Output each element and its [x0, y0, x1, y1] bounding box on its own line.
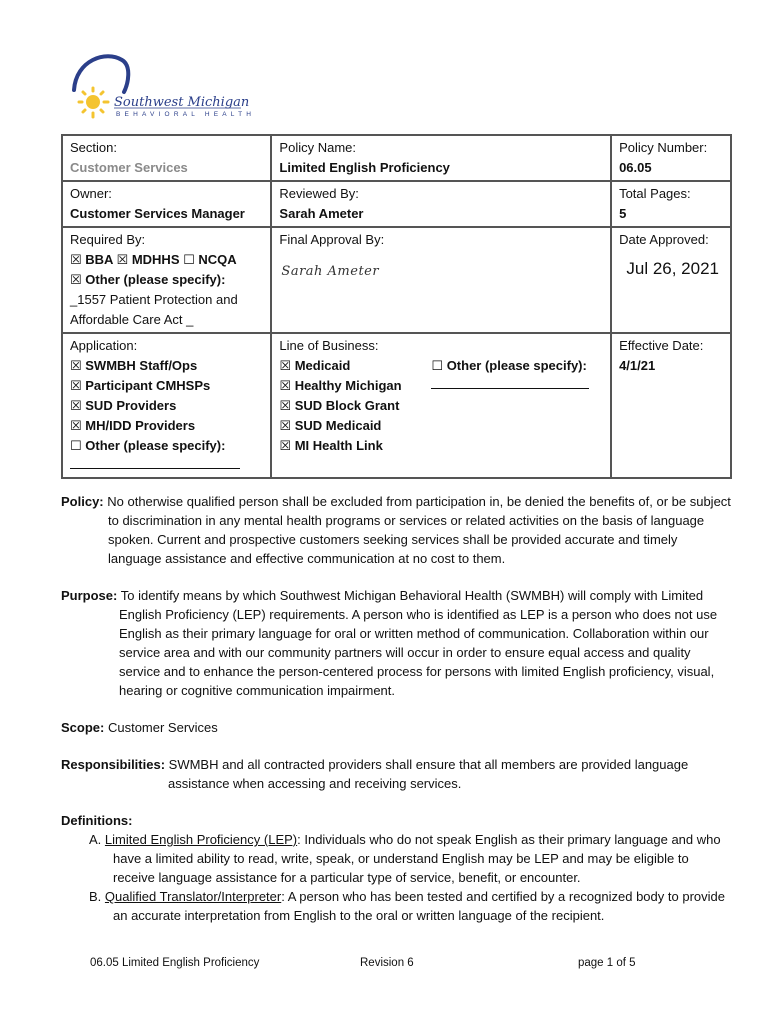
signature: Sarah Ameter [281, 264, 380, 279]
line-of-business-cell [271, 333, 611, 478]
responsibilities-paragraph [61, 755, 731, 793]
section-label: Section: [70, 140, 117, 155]
required-by-other-text-1: _1557 Patient Protection and [70, 292, 238, 307]
policy-term: Policy: [61, 494, 104, 509]
definitions-title: Definitions: [61, 813, 133, 828]
reviewed-label: Reviewed By: [279, 186, 359, 201]
definition-a-text: : Individuals who do not speak English as their primary language and who have a limited ability to read, write, speak, or understand English may be LEP and may be eligible to receive language assistance for a particular type of service, benefit, or encounter. [113, 832, 721, 885]
logo-name: Southwest Michigan [114, 95, 250, 110]
lob-other-blank [431, 376, 589, 389]
policy-name-cell [271, 135, 611, 181]
date-approved-cell [611, 227, 731, 333]
policy-number-value: 06.05 [619, 160, 652, 175]
owner-label: Owner: [70, 186, 112, 201]
scope-term: Scope: [61, 720, 105, 735]
policy-header-table [61, 134, 732, 479]
definition-b-text: : A person who has been tested and certified by a recognized body to provide an accurate interpretation from English to the oral or written language of the recipient. [113, 889, 725, 923]
date-approved-label: Date Approved: [619, 232, 709, 247]
policy-text: No otherwise qualified person shall be excluded from participation in, be denied the benefits of, or be subject to discrimination in any mental health programs or services or related activities on the basis of language spoken. Current and prospective customers seeking services shall be provided accurate and timely language assistance and effective communication at no cost to them. [107, 494, 731, 566]
date-approved-value: Jul 26, 2021 [626, 259, 719, 278]
effective-date-value: 4/1/21 [619, 358, 656, 373]
purpose-paragraph [61, 586, 731, 700]
reviewed-cell [271, 181, 611, 227]
application-item: ☐ Other (please specify): [70, 438, 226, 453]
policy-number-cell [611, 135, 731, 181]
scope-paragraph [61, 718, 731, 737]
lob-other: ☐ Other (please specify): [431, 358, 587, 373]
logo-swoosh-icon [74, 56, 128, 92]
policy-name-value: Limited English Proficiency [279, 160, 450, 175]
final-approval-cell [271, 227, 611, 333]
required-by-cell [62, 227, 271, 333]
definition-b-term: Qualified Translator/Interpreter [104, 889, 282, 904]
effective-date-cell [611, 333, 731, 478]
section-cell [62, 135, 271, 181]
lob-item: ☒ Healthy Michigan [279, 378, 402, 393]
application-item: ☒ SUD Providers [70, 398, 177, 413]
footer-revision: Revision 6 [360, 957, 414, 969]
purpose-text: To identify means by which Southwest Michigan Behavioral Health (SWMBH) will comply with Limited English Proficiency (LEP) requirements. A person who is identified as LEP is a person who does not use English as their primary language for oral or written method of communication. Collaboration within our service area and with our community partners will occur in order to ensure equal access and quality service and to enhance the person-centered process for persons with limited English proficiency, visual, hearing or cognitive communication impairment. [119, 588, 718, 698]
effective-date-label: Effective Date: [619, 338, 704, 353]
owner-value: Customer Services Manager [70, 206, 245, 221]
required-by-label: Required By: [70, 232, 146, 247]
footer-page-number: page 1 of 5 [578, 957, 636, 969]
policy-paragraph [61, 492, 731, 568]
logo-subtitle: BEHAVIORAL HEALTH [116, 111, 256, 118]
final-approval-label: Final Approval By: [279, 232, 385, 247]
scope-text: Customer Services [107, 720, 218, 735]
total-pages-value: 5 [619, 206, 627, 221]
required-by-checkboxes: ☒ BBA ☒ MDHHS ☐ NCQA [70, 252, 237, 267]
application-other-blank [70, 456, 240, 469]
reviewed-value: Sarah Ameter [279, 206, 364, 221]
sun-icon [79, 88, 108, 117]
application-item: ☒ Participant CMHSPs [70, 378, 211, 393]
application-item: ☒ SWMBH Staff/Ops [70, 358, 198, 373]
application-cell [62, 333, 271, 478]
definition-a-term: Limited English Proficiency (LEP) [104, 832, 298, 847]
total-pages-cell [611, 181, 731, 227]
policy-name-label: Policy Name: [279, 140, 356, 155]
policy-body [61, 492, 731, 925]
footer-doc-title: 06.05 Limited English Proficiency [90, 957, 260, 969]
application-item: ☒ MH/IDD Providers [70, 418, 196, 433]
owner-cell [62, 181, 271, 227]
definition-a [61, 830, 731, 887]
definition-b [61, 887, 731, 925]
section-value: Customer Services [70, 160, 188, 175]
lob-label: Line of Business: [279, 338, 379, 353]
lob-item: ☒ SUD Medicaid [279, 418, 382, 433]
lob-item: ☒ MI Health Link [279, 438, 383, 453]
total-pages-label: Total Pages: [619, 186, 691, 201]
lob-item: ☒ SUD Block Grant [279, 398, 400, 413]
definition-b-letter: B. [89, 889, 102, 904]
definitions-section [61, 811, 731, 925]
responsibilities-term: Responsibilities: [61, 757, 166, 772]
application-label: Application: [70, 338, 138, 353]
definition-a-letter: A. [89, 832, 102, 847]
required-by-other: ☒ Other (please specify): [70, 272, 226, 287]
purpose-term: Purpose: [61, 588, 118, 603]
policy-number-label: Policy Number: [619, 140, 708, 155]
lob-item: ☒ Medicaid [279, 358, 351, 373]
required-by-other-text-2: Affordable Care Act _ [70, 312, 194, 327]
responsibilities-text: SWMBH and all contracted providers shall ensure that all members are provided language assistance when accessing and receiving services. [168, 757, 689, 791]
